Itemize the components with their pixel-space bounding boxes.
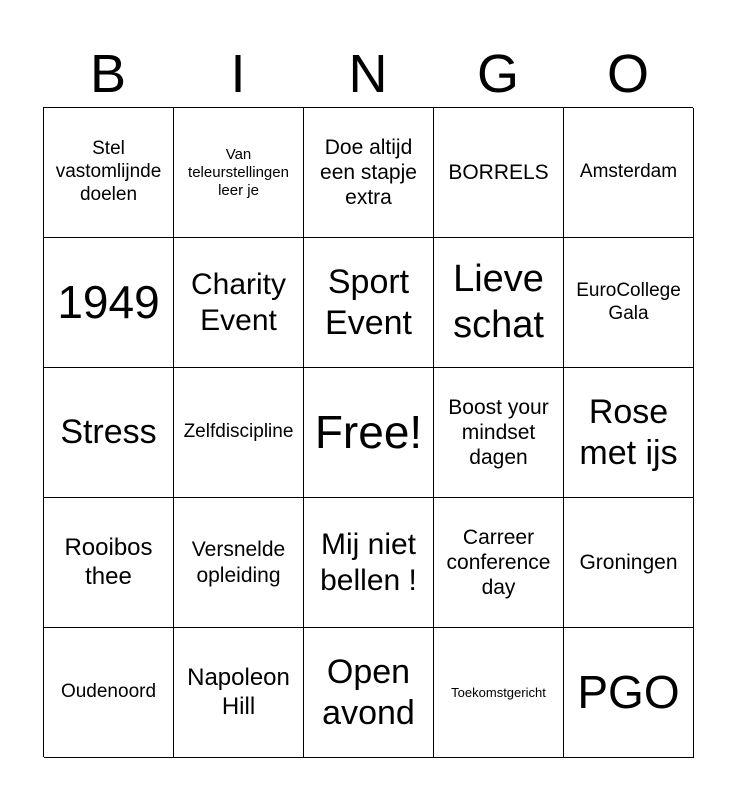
- bingo-cell-r1c5[interactable]: [564, 108, 694, 238]
- cell-text: Toekomstgericht: [451, 684, 546, 700]
- bingo-header: [43, 40, 693, 108]
- bingo-board: [43, 107, 693, 757]
- bingo-cell-r5c3[interactable]: [304, 628, 434, 758]
- bingo-cell-r3c4[interactable]: [434, 368, 564, 498]
- header-letter-b: B: [89, 44, 127, 104]
- cell-text: Amsterdam: [579, 161, 678, 183]
- bingo-cell-r4c4[interactable]: [434, 498, 564, 628]
- cell-text: BORRELS: [448, 160, 549, 184]
- header-letter-n: N: [348, 44, 388, 104]
- header-letter-i: I: [230, 44, 246, 104]
- bingo-cell-r2c1[interactable]: [44, 238, 174, 368]
- bingo-cell-r3c5[interactable]: [564, 368, 694, 498]
- bingo-cell-r5c2[interactable]: [174, 628, 304, 758]
- cell-text: Carreer conference day: [446, 525, 551, 600]
- header-letter-g: G: [476, 44, 519, 104]
- bingo-cell-r1c1[interactable]: [44, 108, 174, 238]
- cell-text: Van teleurstellingen leer je: [188, 145, 289, 199]
- bingo-cell-r4c2[interactable]: [174, 498, 304, 628]
- cell-text: Mij niet bellen !: [320, 527, 417, 597]
- bingo-cell-r5c5[interactable]: [564, 628, 694, 758]
- cell-text: Oudenoord: [60, 681, 157, 703]
- cell-text: Charity Event: [190, 267, 287, 337]
- cell-text: Rooibos thee: [64, 533, 153, 590]
- cell-text: Lieve schat: [453, 257, 544, 346]
- bingo-cell-r5c1[interactable]: [44, 628, 174, 758]
- bingo-cell-r1c4[interactable]: [434, 108, 564, 238]
- bingo-cell-r2c2[interactable]: [174, 238, 304, 368]
- cell-text: Boost your mindset dagen: [448, 395, 549, 470]
- cell-text: Stel vastomlijnde doelen: [55, 138, 162, 205]
- bingo-cell-r4c1[interactable]: [44, 498, 174, 628]
- bingo-cell-r3c2[interactable]: [174, 368, 304, 498]
- bingo-cell-r2c5[interactable]: [564, 238, 694, 368]
- cell-text: PGO: [577, 665, 680, 718]
- cell-text: Groningen: [579, 550, 678, 574]
- bingo-cell-r2c3[interactable]: [304, 238, 434, 368]
- cell-text: Napoleon Hill: [187, 663, 290, 720]
- bingo-cell-r5c4[interactable]: [434, 628, 564, 758]
- cell-text: EuroCollege Gala: [576, 279, 681, 324]
- bingo-cell-r4c3[interactable]: [304, 498, 434, 628]
- cell-text: Rose met ijs: [579, 392, 678, 472]
- cell-text: Open avond: [322, 652, 415, 732]
- cell-text: Zelfdiscipline: [183, 421, 294, 443]
- bingo-cell-r1c2[interactable]: [174, 108, 304, 238]
- cell-text: Versnelde opleiding: [191, 538, 286, 587]
- bingo-cell-r2c4[interactable]: [434, 238, 564, 368]
- cell-text: Stress: [60, 413, 157, 452]
- bingo-cell-r3c1[interactable]: [44, 368, 174, 498]
- bingo-cell-r4c5[interactable]: [564, 498, 694, 628]
- bingo-cell-r1c3[interactable]: [304, 108, 434, 238]
- header-letter-o: O: [606, 44, 649, 104]
- cell-text: Doe altijd een stapje extra: [320, 135, 417, 210]
- cell-text free-space: Free!: [314, 405, 423, 458]
- cell-text: Sport Event: [325, 262, 412, 342]
- bingo-cell-r3c3[interactable]: [304, 368, 434, 498]
- cell-text: 1949: [57, 275, 160, 328]
